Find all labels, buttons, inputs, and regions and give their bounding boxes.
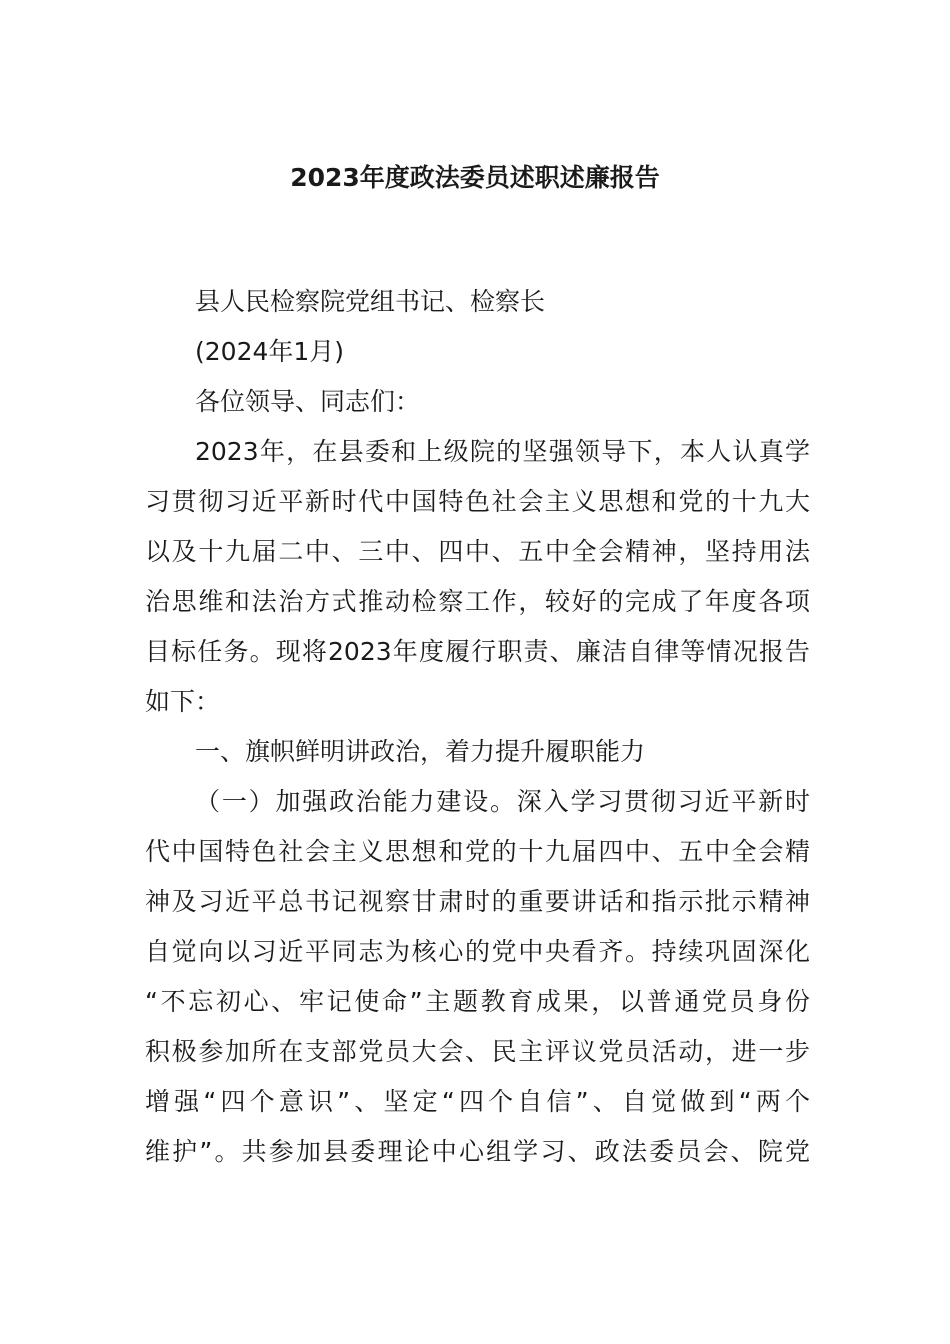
section-heading: 一、旗帜鲜明讲政治，着力提升履职能力 (195, 737, 646, 766)
body-line: 自觉向以习近平同志为核心的党中央看齐。持续巩固深化 (145, 937, 810, 966)
body-line: 以及十九届二中、三中、四中、五中全会精神，坚持用法 (145, 537, 810, 566)
body-line: 治思维和法治方式推动检察工作，较好的完成了年度各项 (145, 587, 810, 616)
date-line: (2024年1月) (195, 337, 345, 366)
body-line: 维护”。共参加县委理论中心组学习、政法委员会、院党 (145, 1137, 810, 1166)
body-line: 积极参加所在支部党员大会、民主评议党员活动，进一步 (145, 1037, 810, 1066)
body-line: （一）加强政治能力建设。深入学习贯彻习近平新时 (195, 787, 810, 816)
body-line: 目标任务。现将2023年度履行职责、廉洁自律等情况报告 (145, 637, 810, 666)
body-line: “不忘初心、牢记使命”主题教育成果，以普通党员身份 (145, 987, 810, 1016)
body-line: 习贯彻习近平新时代中国特色社会主义思想和党的十九大 (145, 487, 810, 516)
body-line: 代中国特色社会主义思想和党的十九届四中、五中全会精 (145, 837, 810, 866)
body-line: 神及习近平总书记视察甘肃时的重要讲话和指示批示精神 (145, 887, 810, 916)
body-line: 增强“四个意识”、坚定“四个自信”、自觉做到“两个 (145, 1087, 810, 1116)
author-line: 县人民检察院党组书记、检察长 (195, 287, 546, 316)
salutation: 各位领导、同志们： (195, 387, 421, 416)
body-line: 如下： (145, 687, 221, 716)
body-line: 2023年，在县委和上级院的坚强领导下，本人认真学 (195, 437, 810, 466)
document-title: 2023年度政法委员述职述廉报告 (290, 163, 660, 192)
